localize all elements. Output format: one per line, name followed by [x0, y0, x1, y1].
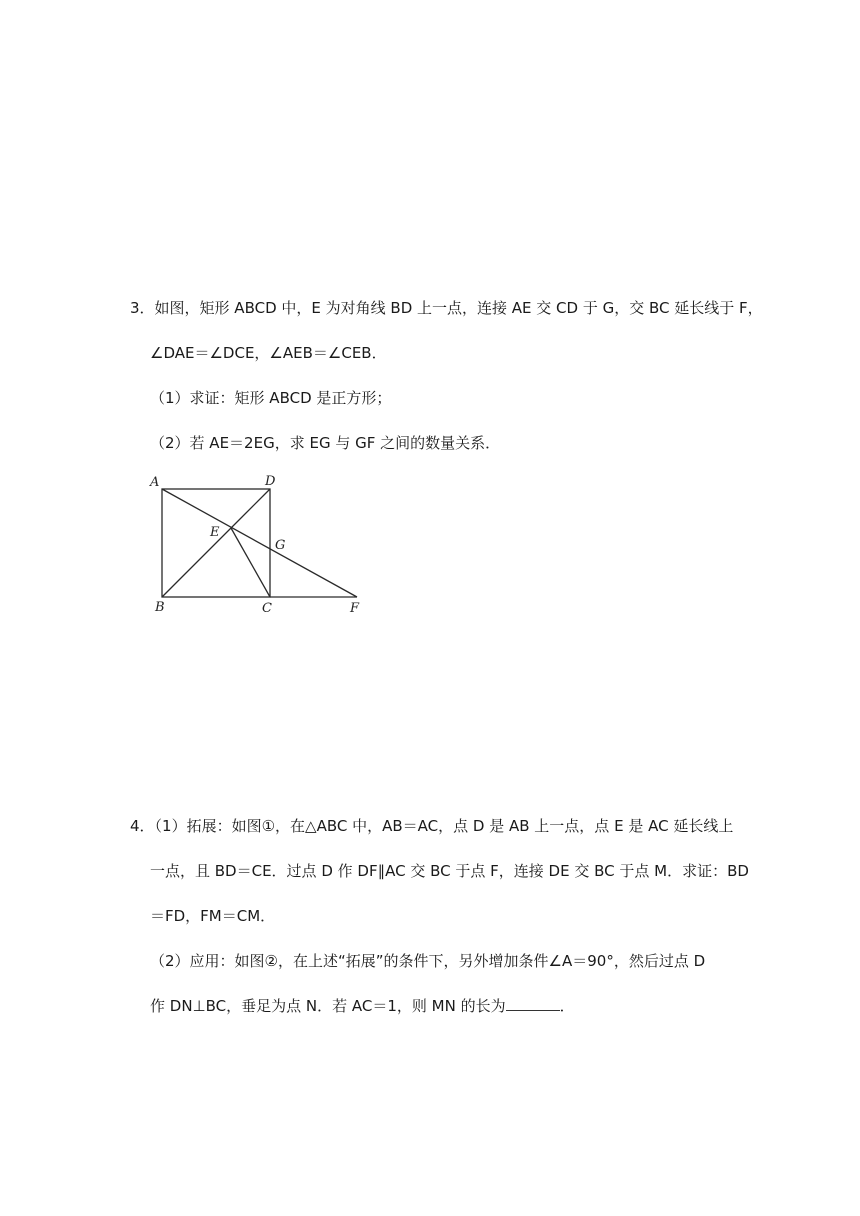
problem-3-statement-line1: 3．如图，矩形 ABCD 中，E 为对角线 BD 上一点，连接 AE 交 CD 于 G，交 BC 延长线于 F，	[130, 299, 763, 317]
problem-4-line5-end: ．	[559, 997, 575, 1015]
label-c: C	[262, 601, 272, 616]
label-g: G	[275, 538, 286, 553]
label-f: F	[350, 601, 360, 616]
problem-4-line5	[150, 996, 575, 1016]
problem-3-statement-line2: ∠DAE＝∠DCE，∠AEB＝∠CEB．	[150, 344, 387, 362]
label-e: E	[210, 525, 220, 540]
problem-4-line1: 4．（1）拓展：如图①，在△ABC 中，AB＝AC，点 D 是 AB 上一点，点 E 是 AC 延长线上	[130, 817, 734, 835]
problem-4-line3: ＝FD，FM＝CM．	[150, 907, 276, 925]
problem-3-part1: （1）求证：矩形 ABCD 是正方形；	[150, 389, 392, 407]
problem-3-part2: （2）若 AE＝2EG，求 EG 与 GF 之间的数量关系．	[150, 434, 501, 452]
problem-4-line2: 一点，且 BD＝CE．过点 D 作 DF∥AC 交 BC 于点 F，连接 DE 交 BC 于点 M．求证：BD	[150, 862, 749, 880]
problem-4-line4: （2）应用：如图②，在上述“拓展”的条件下，另外增加条件∠A＝90°，然后过点 D	[150, 952, 706, 970]
segment-af	[162, 489, 357, 597]
label-b: B	[155, 600, 165, 615]
problem-3-figure	[145, 468, 375, 618]
diagonal-bd	[162, 489, 270, 597]
problem-4-line5-text: 作 DN⊥BC，垂足为点 N．若 AC＝1，则 MN 的长为	[150, 997, 506, 1015]
label-d: D	[265, 474, 276, 489]
label-a: A	[150, 475, 160, 490]
answer-blank[interactable]	[506, 996, 560, 1011]
